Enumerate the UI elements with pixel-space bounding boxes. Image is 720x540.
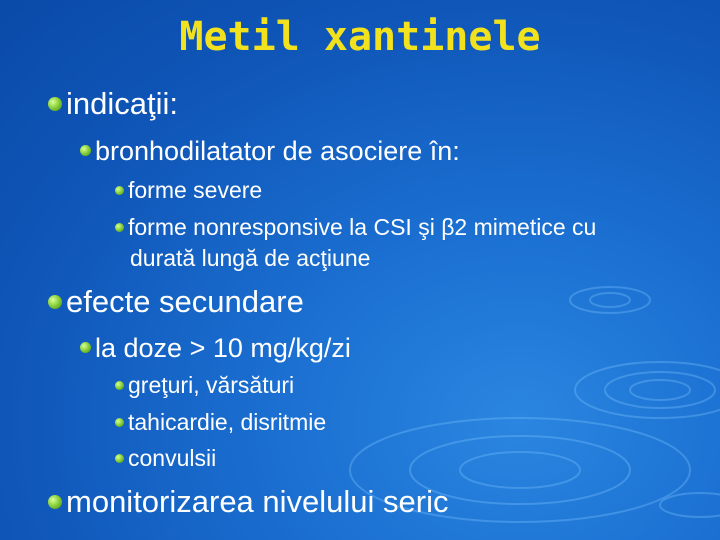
bullet-dot-icon [48,97,62,111]
bullet-indicatii [48,86,178,122]
bullet-dot-icon [48,495,62,509]
bullet-forme-severe [115,177,262,204]
bullet-monitorizarea [48,484,449,520]
bullet-dot-icon [115,186,124,195]
bullet-text: indicaţii: [66,86,178,121]
bullet-text: forme nonresponsive la CSI şi β2 mimetice cu [128,214,597,240]
bullet-text: monitorizarea nivelului seric [66,484,449,519]
bullet-dot-icon [115,223,124,232]
bullet-text: forme severe [128,177,263,203]
bullet-doze [80,333,351,364]
bullet-bronhodilatator [80,136,460,167]
bullet-dot-icon [80,342,91,353]
bullet-text: la doze > 10 mg/kg/zi [95,333,351,363]
bullet-greturi [115,372,294,399]
bullet-text: greţuri, vărsături [128,372,295,398]
bullet-text: convulsii [128,445,217,471]
bullet-dot-icon [80,145,91,156]
bullet-convulsii [115,445,216,472]
bullet-dot-icon [48,295,62,309]
bullet-efecte-secundare [48,284,304,320]
bullet-dot-icon [115,418,124,427]
bullet-text: efecte secundare [66,284,304,319]
bullet-tahicardie [115,409,326,436]
slide-title: Metil xantinele [179,14,541,60]
bullet-text: bronhodilatator de asociere în: [95,136,460,166]
bullet-forme-nonresponsive [115,214,596,241]
bullet-dot-icon [115,454,124,463]
bullet-dot-icon [115,381,124,390]
bullet-text: tahicardie, disritmie [128,409,327,435]
bullet-continuation-text: durată lungă de acţiune [130,245,371,271]
